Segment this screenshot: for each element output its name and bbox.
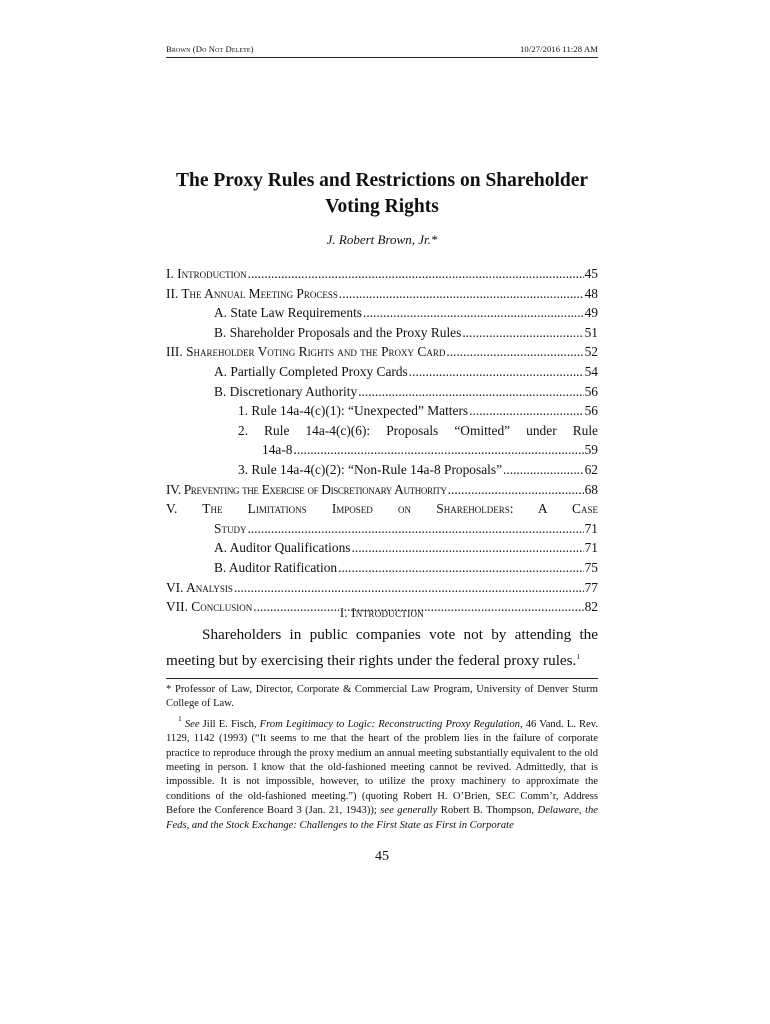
page-number: 45 (375, 849, 389, 864)
toc-entry (166, 342, 598, 362)
toc-page: 71 (584, 540, 598, 556)
section-heading: I. Introduction (339, 606, 425, 620)
toc-page: 54 (584, 363, 598, 379)
toc-page: 56 (584, 383, 598, 399)
toc-page: 77 (584, 579, 598, 595)
footnote-1: $^1$ See Jill E. Fisch, From Legitimacy to Logic: Reconstructing Proxy Regulation, 46 Vand. L. Rev. 1129, 1142 (1993) (“It seems to me that the heart of the problem lies in the failure of corporate practice to reproduce through the proxy medium an annual meeting substantially equivalent to the old meeting in person. I know that the old-fashioned meeting cannot be revived. Admittedly, that is impossible. It is not impossible, however, to utilize the proxy machinery to approximate the conditions of the old-fashioned meeting.”) (quoting Robert H. O’Brien, SEC Comm’r, Address Before the Conference Board 3 (Jan. 21, 1943)); see generally Robert B. Thompson, Delaware, the Feds, and the Stock Exchange: Challenges to the First State as First in Corporate (166, 713, 598, 831)
toc-entry (166, 382, 598, 402)
toc-label: A. Auditor Qualifications (214, 540, 351, 556)
toc-entry (166, 578, 598, 598)
toc-label: B. Discretionary Authority (214, 383, 358, 399)
toc-entry-continued (166, 440, 598, 460)
toc-entry (166, 480, 598, 500)
title-line-2: Voting Rights (325, 196, 439, 217)
toc-entry (166, 558, 598, 578)
toc-page: 48 (584, 285, 598, 301)
toc-page: 49 (584, 305, 598, 321)
toc-label: II. The Annual Meeting Process (166, 285, 338, 301)
header-right: 10/27/2016 11:28 AM (520, 44, 598, 54)
toc-page: 68 (584, 481, 598, 497)
toc-label: B. Auditor Ratification (214, 559, 338, 575)
toc-entry-continued (166, 519, 598, 539)
running-header (166, 44, 598, 58)
footnote-star: * Professor of Law, Director, Corporate & Commercial Law Program, University of Denver Sturm College of Law. (166, 684, 598, 710)
toc-label: 1. Rule 14a-4(c)(1): “Unexpected” Matters (238, 403, 469, 419)
toc-entry (166, 284, 598, 304)
header-left: Brown (Do Not Delete) (166, 44, 254, 54)
toc-page: 82 (584, 599, 598, 615)
toc-entry (166, 362, 598, 382)
body-line-1: Shareholders in public companies vote not by attending the (202, 626, 598, 643)
toc-label-line-1: 2. Rule 14a-4(c)(6): Proposals “Omitted” under Rule (238, 422, 598, 438)
toc-label: I. Introduction (166, 266, 247, 281)
toc-page: 45 (584, 266, 598, 281)
toc-label-line-1: V. The Limitations Imposed on Shareholders: A Case (166, 501, 598, 517)
toc-page: 59 (584, 442, 598, 458)
footnote-marker: 1 (178, 713, 182, 723)
toc-page: 62 (584, 461, 598, 477)
toc-label: VI. Analysis (166, 579, 233, 595)
toc-label: B. Shareholder Proposals and the Proxy Rules (214, 324, 462, 340)
toc-page: 56 (584, 403, 598, 419)
toc-entry (166, 303, 598, 323)
toc-page: 51 (584, 324, 598, 340)
toc-label: III. Shareholder Voting Rights and the Proxy Card (166, 344, 446, 360)
toc-label-line-2: 14a-8 (262, 442, 293, 458)
toc-entry (166, 264, 598, 284)
header-rule (166, 57, 598, 58)
footnotes (166, 683, 598, 833)
toc-entry (166, 538, 598, 558)
toc-label: A. Partially Completed Proxy Cards (214, 363, 408, 379)
toc-entry (166, 323, 598, 343)
body-paragraph (166, 624, 598, 671)
toc-label: IV. Preventing the Exercise of Discretionary Authority (166, 481, 447, 497)
footnote-rule (166, 678, 598, 679)
footnote-reference: 1 (576, 651, 581, 661)
article-title (166, 168, 598, 220)
body-line-2: meeting but by exercising their rights under the federal proxy rules.$^1$ (166, 651, 581, 669)
toc-page: 75 (584, 559, 598, 575)
toc-label: VII. Conclusion (166, 599, 253, 615)
toc-entry (166, 401, 598, 421)
toc-label: A. State Law Requirements (214, 305, 363, 321)
toc-label-line-2: Study (214, 520, 247, 536)
toc-entry (166, 421, 598, 441)
toc-entry (166, 499, 598, 519)
toc-page: 71 (584, 520, 598, 536)
toc-label: 3. Rule 14a-4(c)(2): “Non-Rule 14a-8 Proposals” (238, 461, 503, 477)
author-byline: J. Robert Brown, Jr.* (326, 232, 438, 247)
table-of-contents (166, 264, 598, 617)
toc-page: 52 (584, 344, 598, 360)
toc-entry (166, 460, 598, 480)
title-line-1: The Proxy Rules and Restrictions on Shareholder (175, 170, 589, 191)
